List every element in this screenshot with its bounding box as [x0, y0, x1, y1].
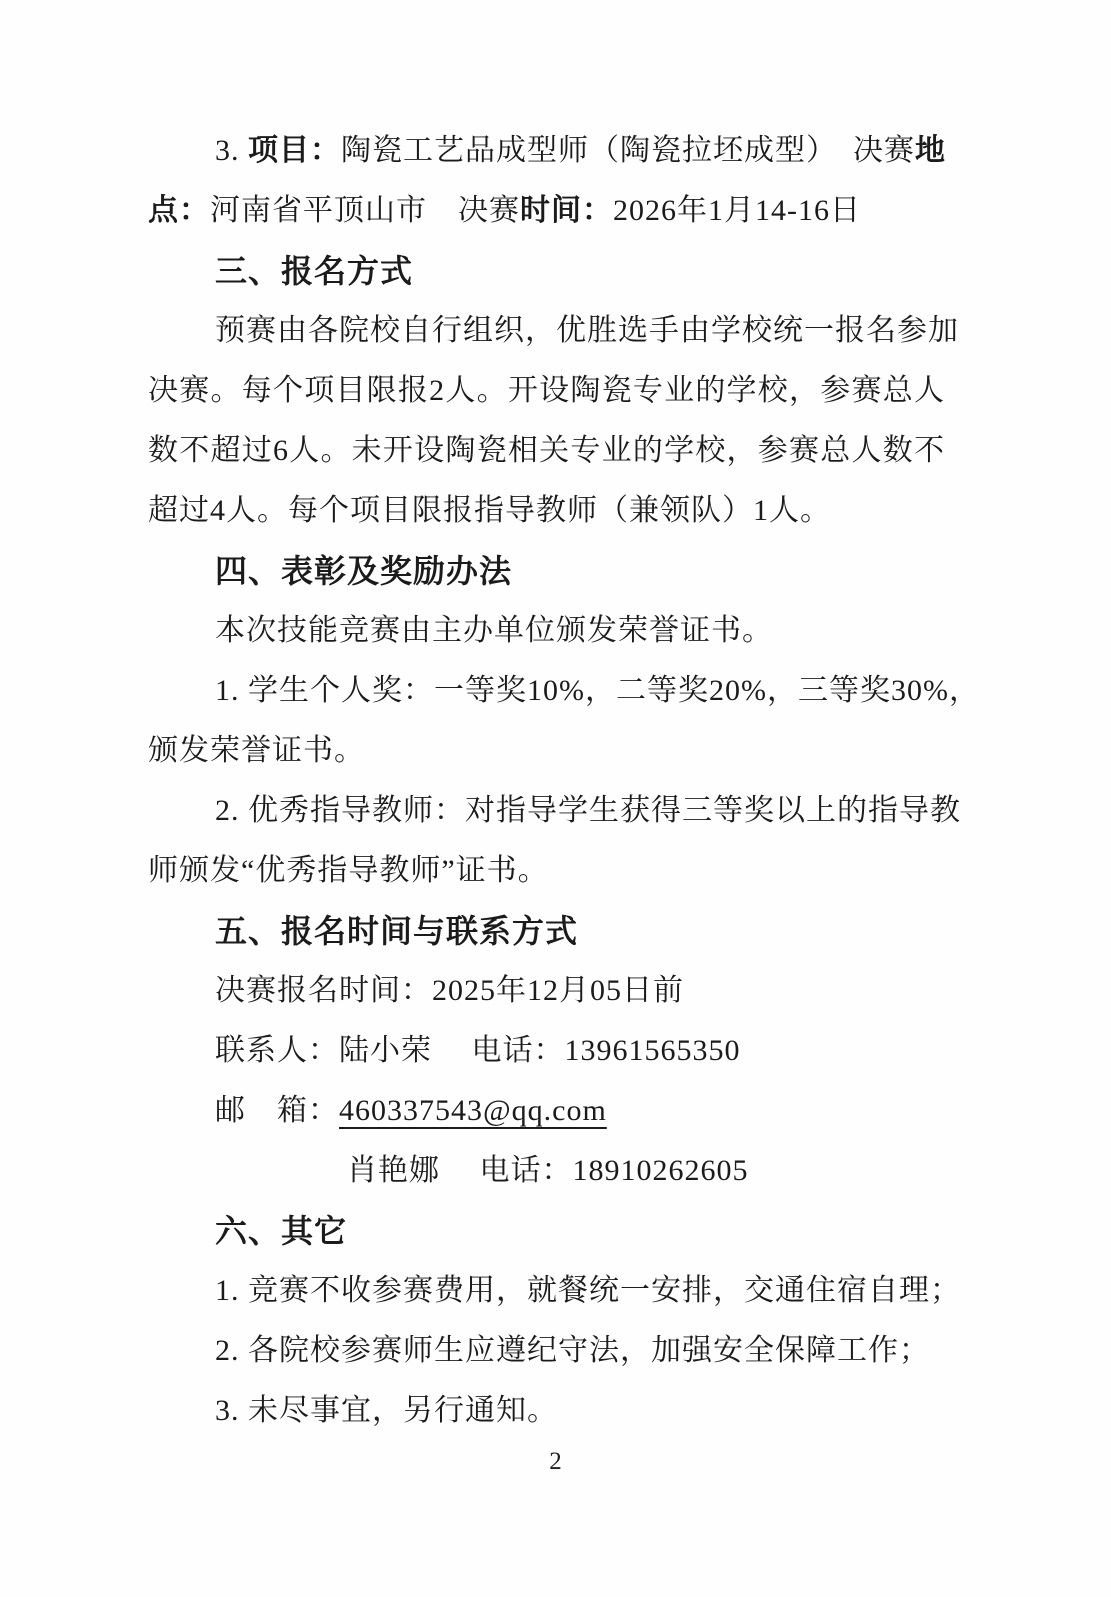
text-segment: 地	[915, 134, 946, 167]
text-line	[148, 601, 945, 661]
text-segment: 联系人：陆小荣 电话：13961565350	[215, 1034, 741, 1067]
page-number: 2	[549, 1448, 562, 1475]
text-line	[148, 961, 945, 1021]
text-segment: 邮 箱：	[215, 1094, 339, 1127]
text-line	[148, 1021, 945, 1081]
text-segment: 项目：	[248, 134, 341, 167]
text-line	[148, 301, 959, 361]
text-line	[148, 1141, 945, 1201]
text-line	[148, 121, 945, 181]
text-line	[148, 781, 961, 841]
email-text: 460337543@qq.com	[339, 1094, 607, 1127]
text-segment: 预赛由各院校自行组织，优胜选手由学校统一报名参加	[215, 314, 959, 347]
text-line	[148, 1381, 945, 1441]
text-line	[148, 721, 945, 781]
text-line	[148, 1261, 961, 1321]
text-segment: 3. 未尽事宜，另行通知。	[215, 1394, 558, 1427]
text-segment: 3.	[215, 134, 248, 167]
section-heading	[148, 241, 945, 301]
text-segment: 河南省平顶山市 决赛	[210, 194, 520, 227]
text-segment: 2. 各院校参赛师生应遵纪守法，加强安全保障工作；	[215, 1334, 930, 1367]
text-segment: 点：	[148, 194, 210, 227]
section-heading	[148, 541, 945, 601]
text-segment: 师颁发“优秀指导教师”证书。	[148, 854, 549, 887]
text-segment: 超过4人。每个项目限报指导教师（兼领队）1人。	[148, 494, 831, 527]
text-segment: 1. 学生个人奖：一等奖10%，二等奖20%，三等奖30%，	[215, 674, 980, 707]
text-line	[148, 421, 945, 481]
text-segment: 决赛报名时间：2025年12月05日前	[215, 974, 684, 1007]
text-segment: 数不超过6人。未开设陶瓷相关专业的学校，参赛总人数不	[148, 434, 945, 467]
text-line	[148, 661, 980, 721]
text-line	[148, 481, 945, 541]
text-line	[148, 181, 945, 241]
document-body	[148, 121, 980, 1441]
text-segment: 2026年1月14-16日	[613, 194, 861, 227]
text-line	[148, 1321, 945, 1381]
text-segment: 三、报名方式	[215, 253, 414, 289]
text-segment: 1. 竞赛不收参赛费用，就餐统一安排，交通住宿自理；	[215, 1274, 961, 1307]
text-segment: 肖艳娜 电话：18910262605	[347, 1154, 749, 1187]
text-segment: 陶瓷工艺品成型师（陶瓷拉坯成型） 决赛	[341, 134, 915, 167]
text-line	[148, 1081, 945, 1141]
section-heading	[148, 901, 945, 961]
text-segment: 本次技能竞赛由主办单位颁发荣誉证书。	[215, 614, 773, 647]
text-segment: 决赛。每个项目限报2人。开设陶瓷专业的学校，参赛总人	[148, 374, 945, 407]
text-segment: 颁发荣誉证书。	[148, 734, 365, 767]
text-segment: 2. 优秀指导教师：对指导学生获得三等奖以上的指导教	[215, 794, 961, 827]
section-heading	[148, 1201, 945, 1261]
text-line	[148, 841, 945, 901]
text-segment: 五、报名时间与联系方式	[215, 913, 579, 949]
text-segment: 四、表彰及奖励办法	[215, 553, 513, 589]
text-segment: 六、其它	[215, 1213, 348, 1249]
text-line	[148, 361, 945, 421]
text-segment: 时间：	[520, 194, 613, 227]
